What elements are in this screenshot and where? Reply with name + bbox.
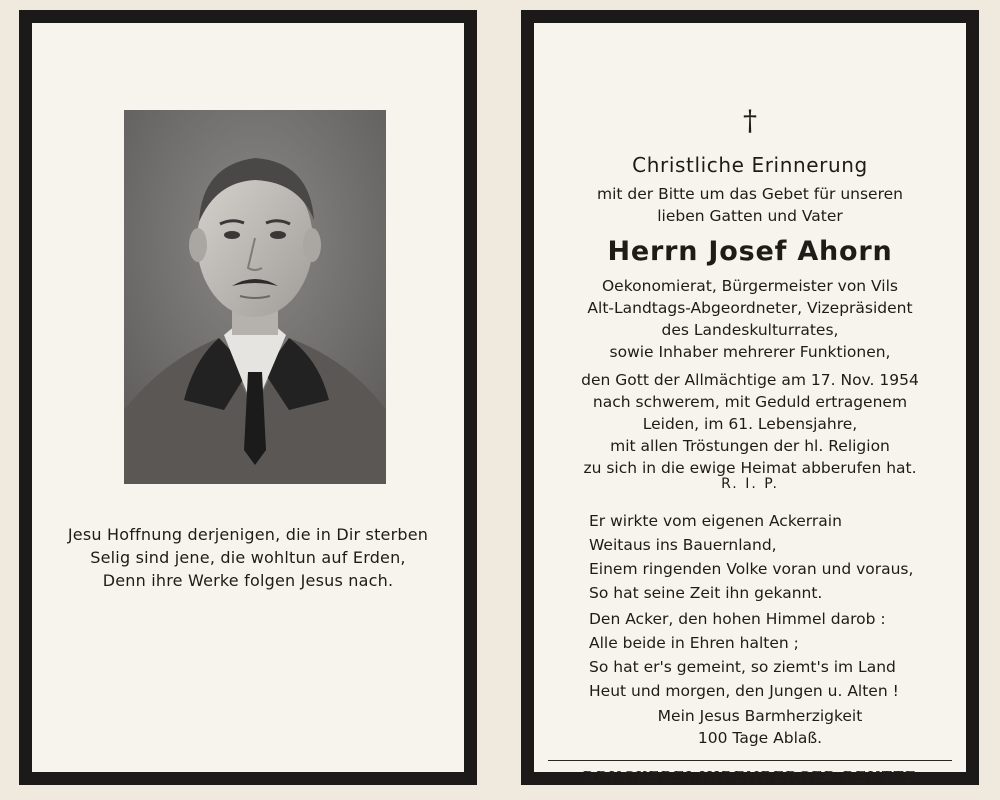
footer-divider	[548, 760, 952, 761]
roles	[534, 275, 966, 363]
verse-line: Selig sind jene, die wohltun auf Erden,	[90, 548, 406, 567]
death-line: nach schwerem, mit Geduld ertragenem	[592, 393, 908, 411]
poem-line: Den Acker, den hohen Himmel darob :	[589, 610, 886, 628]
death-line: den Gott der Allmächtige am 17. Nov. 1954	[581, 371, 919, 389]
poem-line: So hat seine Zeit ihn gekannt.	[589, 584, 823, 602]
death-notice	[534, 369, 966, 479]
role-line: Oekonomierat, Bürgermeister von Vils	[601, 277, 898, 295]
role-line: sowie Inhaber mehrerer Funktionen,	[609, 343, 891, 361]
poem-line: Einem ringenden Volke voran und voraus,	[589, 560, 914, 578]
card-left-paper	[32, 23, 464, 772]
card-title: Christliche Erinnerung	[632, 153, 868, 177]
poem-line: So hat er's gemeint, so ziemt's im Land	[589, 658, 896, 676]
subtitle-line: lieben Gatten und Vater	[657, 207, 843, 225]
poem-stanza-2	[589, 607, 899, 703]
verse-line: Jesu Hoffnung derjenigen, die in Dir sterben	[67, 525, 429, 544]
closing-line: 100 Tage Ablaß.	[697, 729, 823, 747]
death-line: mit allen Tröstungen der hl. Religion	[610, 437, 890, 455]
card-right-paper	[534, 23, 966, 786]
role-line: Alt-Landtags-Abgeordneter, Vizepräsident	[587, 299, 913, 317]
poem-stanza-1	[589, 509, 913, 605]
deceased-name: Herrn Josef Ahorn	[607, 236, 893, 267]
rip-text: R. I. P.	[721, 476, 779, 492]
verse-line: Denn ihre Werke folgen Jesus nach.	[102, 571, 394, 590]
poem-line: Heut und morgen, den Jungen u. Alten !	[589, 682, 899, 700]
role-line: des Landeskulturrates,	[661, 321, 839, 339]
subtitle	[534, 183, 966, 227]
portrait-photo	[124, 110, 386, 484]
closing-prayer	[554, 705, 966, 749]
cross-icon: †	[743, 104, 757, 137]
memorial-card-left	[19, 10, 477, 785]
closing-line: Mein Jesus Barmherzigkeit	[657, 707, 863, 725]
portrait-illustration	[124, 110, 386, 484]
verse-left	[32, 523, 464, 592]
death-line: Leiden, im 61. Lebensjahre,	[642, 415, 858, 433]
death-line: zu sich in die ewige Heimat abberufen hat.	[583, 459, 917, 477]
printer-credit: DRUCKEREI IHRENBERGER REUTTE	[582, 768, 918, 786]
poem-line: Weitaus ins Bauernland,	[589, 536, 777, 554]
subtitle-line: mit der Bitte um das Gebet für unseren	[597, 185, 903, 203]
poem-line: Alle beide in Ehren halten ;	[589, 634, 799, 652]
poem-line: Er wirkte vom eigenen Ackerrain	[589, 512, 842, 530]
memorial-card-right	[521, 10, 979, 785]
